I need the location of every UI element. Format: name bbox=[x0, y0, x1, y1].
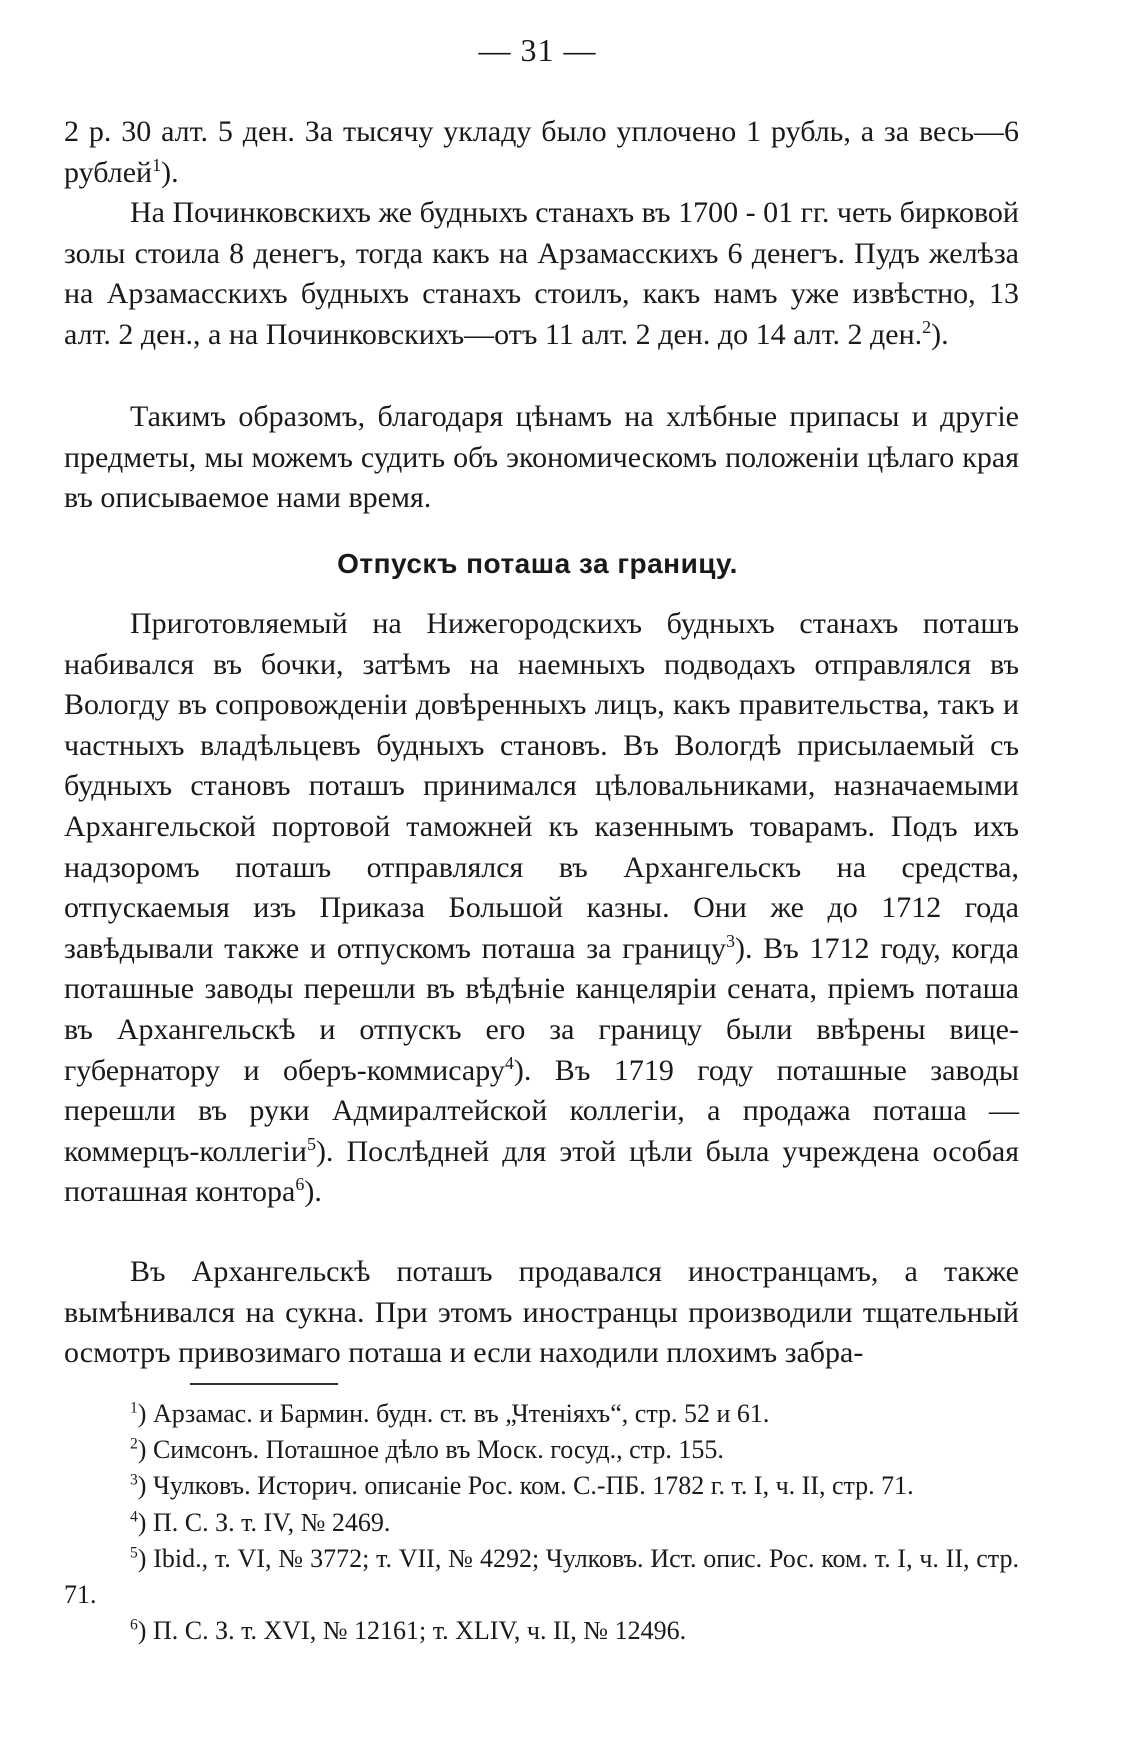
footnote-text: ) Симсонъ. Поташное дѣло въ Моск. госуд., стр. 155. bbox=[137, 1435, 724, 1465]
footnote-number: 2 bbox=[130, 1435, 138, 1453]
section-heading: Отпускъ поташа за границу. bbox=[337, 548, 738, 579]
footnote-text: ) Чулковъ. Историч. описаніе Рос. ком. С.-ПБ. 1782 г. т. I, ч. II, стр. 71. bbox=[137, 1471, 914, 1501]
footnote-6 bbox=[64, 1613, 1019, 1649]
footnote-ref[interactable]: 2 bbox=[922, 316, 932, 337]
paragraph-text: ). Въ 1712 году, когда поташные заводы перешли въ вѣдѣніе канцеляріи сената, пріемъ поташа въ Архангельскѣ и отпускъ его за границу были ввѣрены вице-губернатору и оберъ-коммисару bbox=[64, 931, 1019, 1087]
footnote-text: ) Арзамас. и Бармин. будн. ст. въ „Чтеніяхъ“, стр. 52 и 61. bbox=[137, 1399, 770, 1428]
footnote-ref[interactable]: 4 bbox=[504, 1052, 514, 1073]
paragraph-2 bbox=[64, 193, 1019, 355]
footnote-4 bbox=[64, 1505, 1019, 1541]
paragraph-text: 2 р. 30 алт. 5 ден. За тысячу укладу было уплочено 1 рубль, а за весь—6 рублей bbox=[64, 115, 1019, 189]
paragraph-text: Такимъ образомъ, благодаря цѣнамъ на хлѣбные припасы и другіе предметы, мы можемъ судить объ экономическомъ положеніи цѣлаго края въ описываемое нами время. bbox=[64, 400, 1019, 515]
paragraph-text: ). Послѣдней для этой цѣли была учреждена особая поташная контора bbox=[64, 1134, 1019, 1209]
footnote-number: 1 bbox=[130, 1399, 138, 1417]
paragraph-text: На Починковскихъ же будныхъ станахъ въ 1700 - 01 гг. четь бирковой золы стоила 8 денегъ, тогда какъ на Арзамасскихъ 6 денегъ. Пудъ желѣза на Арзамасскихъ будныхъ станахъ стоилъ, какъ намъ уже извѣстно, 13 алт. 2 ден., а на Починковскихъ—отъ 11 алт. 2 ден. до 14 алт. 2 ден. bbox=[64, 196, 1019, 351]
paragraph-3 bbox=[64, 397, 1019, 519]
footnote-number: 6 bbox=[130, 1616, 138, 1634]
footnote-text: ) П. С. З. т. IV, № 2469. bbox=[137, 1507, 391, 1537]
footnotes bbox=[64, 1396, 1019, 1649]
footnote-number: 5 bbox=[130, 1544, 138, 1562]
paragraph-text: Въ Архангельскѣ поташъ продавался иностранцамъ, а также вымѣнивался на сукна. При этомъ иностранцы производили тщательный осмотръ привозимаго поташа и если находили плохимъ забра- bbox=[64, 1255, 1019, 1370]
paragraph-1 bbox=[64, 112, 1019, 193]
footnote-5 bbox=[64, 1541, 1019, 1613]
paragraph-5 bbox=[64, 1252, 1019, 1374]
footnote-ref[interactable]: 1 bbox=[152, 154, 162, 175]
paragraph-text: ). Въ 1719 году поташные заводы перешли въ руки Адмиралтейской коллегіи, а продажа поташа — коммерцъ-коллегіи bbox=[64, 1053, 1019, 1168]
paragraph-text: Приготовляемый на Нижегородскихъ будныхъ станахъ поташъ набивался въ бочки, затѣмъ на наемныхъ подводахъ отправлялся въ Вологду въ сопровожденіи довѣренныхъ лицъ, какъ правительства, такъ и частныхъ владѣльцевъ будныхъ становъ. Въ Вологдѣ присылаемый съ будныхъ становъ поташъ принимался цѣловальниками, назначаемыми Архангельской портовой таможней къ казеннымъ товарамъ. Подъ ихъ надзоромъ поташъ отправлялся въ Архангельскъ на средства, отпускаемыя изъ Приказа Большой казны. Они же до 1712 года завѣдывали также и отпускомъ поташа за границу bbox=[64, 607, 1019, 965]
footnote-ref[interactable]: 6 bbox=[295, 1174, 305, 1195]
footnote-number: 4 bbox=[130, 1507, 138, 1525]
footnote-number: 3 bbox=[130, 1471, 138, 1489]
footnote-text: ) Ibid., т. VI, № 3772; т. VII, № 4292; Чулковъ. Ист. опис. Рос. ком. т. I, ч. II, стр. 71. bbox=[64, 1543, 1019, 1610]
footnote-ref[interactable]: 5 bbox=[306, 1133, 316, 1154]
footnote-ref[interactable]: 3 bbox=[726, 930, 735, 951]
footnote-1 bbox=[64, 1396, 1019, 1432]
footnote-3 bbox=[64, 1468, 1019, 1504]
paragraph-text: ). bbox=[304, 1175, 322, 1209]
paragraph-text: ). bbox=[931, 317, 949, 351]
paragraph-text: ). bbox=[161, 155, 179, 189]
footnote-text: ) П. С. З. т. XVI, № 12161; т. XLIV, ч. II, № 12496. bbox=[137, 1616, 687, 1646]
footnote-2 bbox=[64, 1432, 1019, 1468]
paragraph-4 bbox=[64, 604, 1019, 1213]
page-number: — 31 — bbox=[478, 32, 597, 68]
footnote-divider bbox=[190, 1383, 338, 1385]
